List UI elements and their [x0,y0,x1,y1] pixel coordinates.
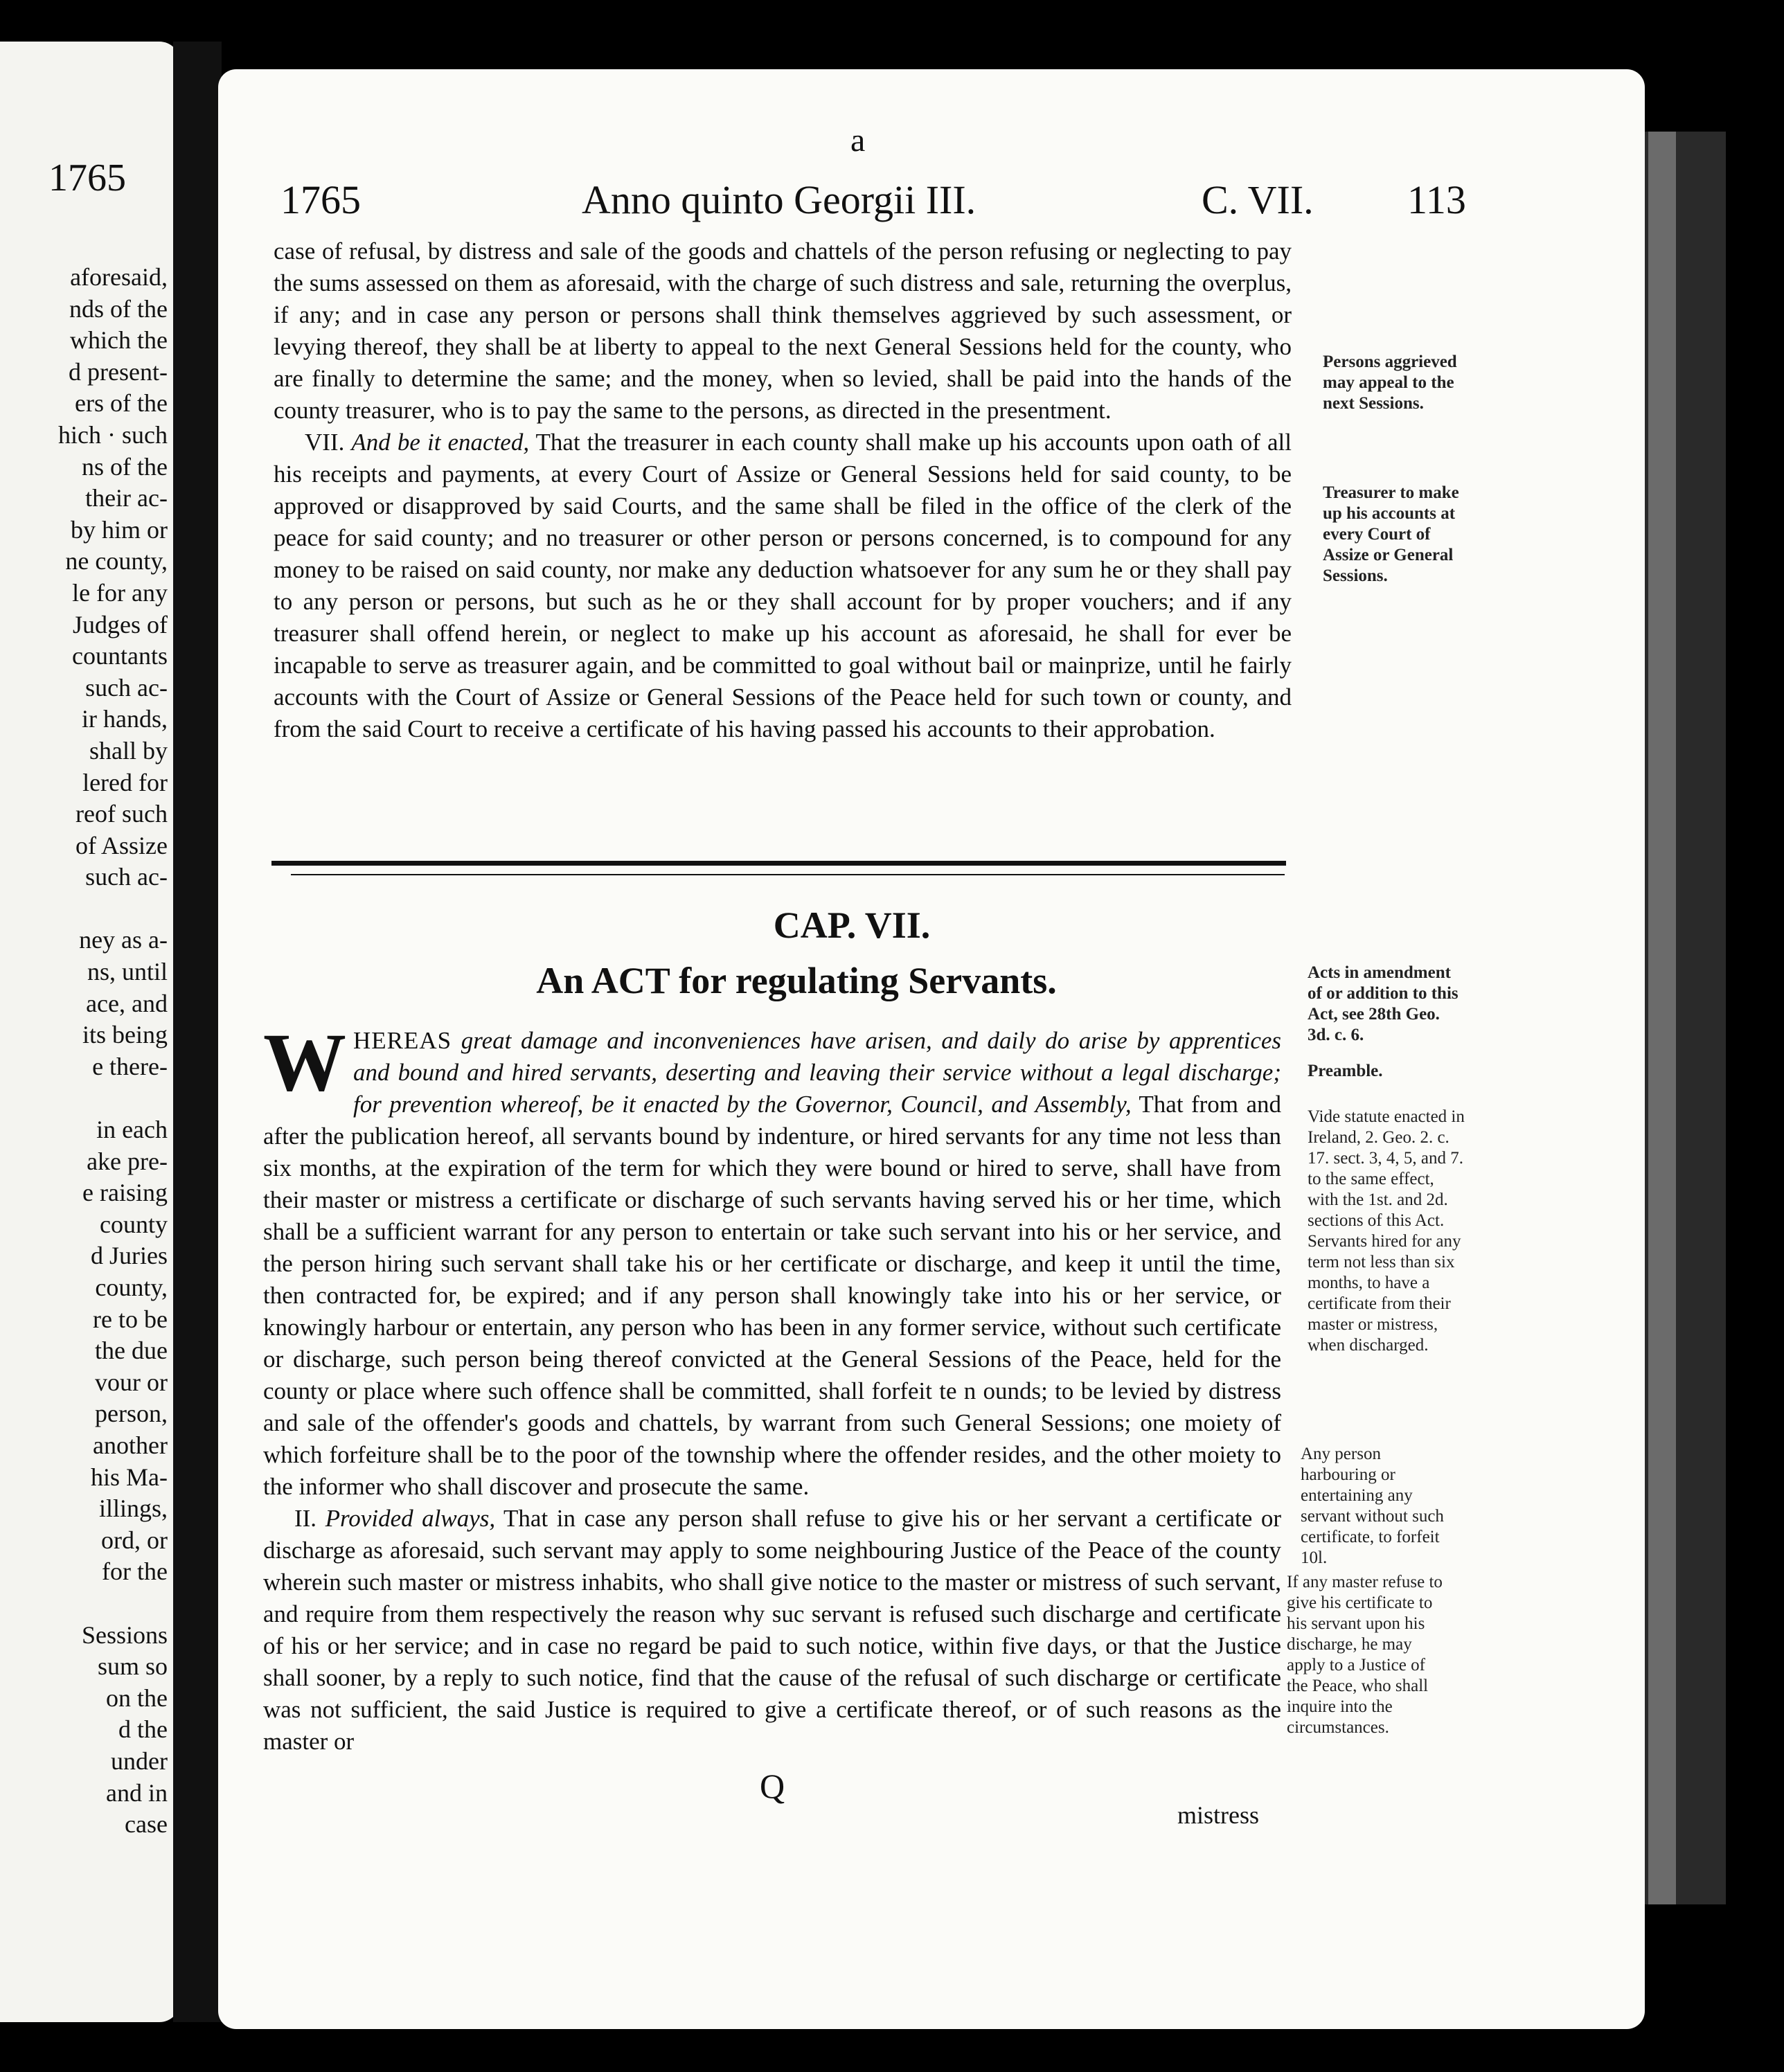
left-page-line [58,1588,168,1620]
left-page-line: e raising [82,1179,168,1207]
left-page-line: d the [118,1715,168,1744]
left-page-line: on the [106,1684,168,1712]
cap-heading: CAP. VII. [773,904,931,946]
act-title: An ACT for regulating Servants. [536,960,1057,1001]
left-page-line: Sessions [81,1620,168,1649]
left-page-year: 1765 [48,157,126,199]
left-page-line: county [100,1210,168,1238]
left-page-line: illings, [98,1494,168,1523]
section-rule-thin [291,874,1285,875]
left-page-line: lered for [82,768,168,796]
page-number: 113 [1407,177,1466,222]
top-text-block [274,235,1292,745]
left-page-line: ake pre- [87,1147,168,1175]
left-page-line: sum so [97,1652,168,1681]
left-page-line: ne county, [65,547,168,575]
left-page-line: for the [102,1557,168,1586]
left-page-line [58,893,168,925]
left-page-text [58,262,168,1841]
left-page-line: under [111,1747,168,1775]
left-page-line: ns of the [82,452,168,481]
left-page-line: such ac- [85,673,168,702]
left-page-line: d present- [69,357,168,386]
left-page-line: hich · such [58,420,168,449]
facing-page-left [0,42,180,2022]
left-page-line: d Juries [91,1242,168,1270]
left-page-line: their ac- [85,484,168,512]
left-page-line: countants [72,642,168,670]
act-body [263,1016,1282,1758]
paragraph-section-2 [263,1503,1281,1758]
section-number: VII. [305,429,345,456]
header-year: 1765 [280,177,361,222]
section-text: That the treasurer in each county shall make up his accounts upon oath of all his receipts and payments, at every Court of Assize or General Sessions held for said county, to be approved or disapproved by said Courts, and the same shall be filed in the office of the clerk of the peace for said county; and no treasurer or other person or persons concerned, is to compound for any money to be raised on said county, nor make any deduction whatsoever for any sum he or they shall pay to any person or persons, but such as he or they shall account for by proper vouchers; and if any treasurer shall offend herein, or neglect to make up his account as aforesaid, he shall for ever be incapable to serve as treasurer again, and be committed to goal without bail or mainprize, until he fairly accounts with the Court of Assize or General Sessions of the Peace held for such town or county, and from the said Court to receive a certificate of his having passed his accounts to their approbation. [274,429,1292,742]
margin-note-preamble: Preamble. [1308,1062,1383,1080]
margin-note-refusal: If any master refuse to give his certificate to his servant upon his discharge, he may apply to a Justice of the Peace, who shall inquire into the circumstances. [1287,1573,1443,1737]
left-page-line: by him or [71,515,168,544]
left-page-line: ord, or [101,1526,168,1554]
section-number: II. [294,1505,317,1532]
page-edges-highlight [1648,132,1676,1904]
chapter-label: C. VII. [1202,177,1314,222]
margin-note-treasurer: Treasurer to make up his accounts at every Court of Assize or General Sessions. [1323,483,1459,585]
margin-note-appeal: Persons aggrieved may appeal to the next Sessions. [1323,352,1457,413]
paragraph-continuation: case of refusal, by distress and sale of the goods and chattels of the person refusing or neglecting to pay the sums assessed on them as aforesaid, with the charge of such distress and sale, returning the overplus, if any; and in case any person or persons shall think themselves aggrieved by such assessment, or levying thereof, they shall be at liberty to appeal to the next General Sessions held for the county, who are finally to determine the same; and the money, when so levied, shall be paid into the hands of the county treasurer, who is to pay the same to the persons, as directed in the presentment. [274,238,1292,424]
left-page-line [58,1082,168,1114]
left-page-line: reof such [75,800,168,828]
margin-note-harbouring: Any person harbouring or entertaining any servant without such certificate, to forfeit 10l. [1301,1445,1444,1567]
left-page-line: in each [96,1116,168,1144]
left-page-line: Judges of [73,610,168,638]
left-page-line: case [125,1810,168,1839]
left-page-line: its being [82,1021,168,1049]
left-page-line: which the [70,326,168,355]
left-page-line: re to be [93,1305,168,1333]
proviso-clause: Provided always, [325,1505,496,1532]
section-rule [271,861,1286,866]
preamble-text: That from and after the publication hereof, all servants bound by indenture, or hired servants for any time not less than six months, at the expiration of the term for which they were bound or hired to serve, shall have from their master or mistress a certificate or discharge of such servants having served his or her time, which shall be a sufficient warrant for any person to entertain or take such servant into his or her service, and the person hiring such servant shall take his or her certificate or discharge, and keep it until the time, then contracted for, be expired; and if any person shall knowingly take into his or her service, or knowingly harbour or entertain, any person who has been in any former service, without such certificate or discharge, such person being thereof convicted at the General Sessions of the Peace, held for the county or place where such offence shall be committed, shall forfeit te n ounds; to be levied by distress and sale of the offender's goods and chattels, by warrant from such General Sessions; one moiety of which forfeiture shall be to the poor of the township where the offender resides, and the other moiety to the informer who shall discover and prosecute the same. [263,1091,1281,1500]
left-page-line: the due [95,1337,168,1365]
catchword: mistress [1177,1801,1260,1829]
left-page-line: of Assize [75,831,168,859]
left-page-line: e there- [92,1052,168,1080]
margin-note-vide-statute: Vide statute enacted in Ireland, 2. Geo. 2. c. 17. sect. 3, 4, 5, and 7. to the same effect, with the 1st. and 2d. sections of this Act. Servants hired for any term not less than six months, to have a certificate from their master or mistress, when discharged. [1308,1107,1465,1355]
drop-capital: W [263,1016,346,1108]
left-page-line: such ac- [85,863,168,891]
signature-mark: Q [760,1767,785,1805]
paragraph-section-7 [274,427,1292,745]
left-page-line: ns, until [87,958,168,986]
enacting-clause: And be it enacted, [351,429,530,456]
preamble-paragraph [263,1016,1282,1503]
preamble-smallcaps: HEREAS [353,1027,452,1054]
page-mark: a [850,122,866,159]
left-page-line: nds of the [69,294,168,323]
left-page-line: and in [106,1778,168,1807]
left-page-line: ace, and [86,989,168,1017]
section-text: That in case any person shall refuse to give his or her servant a certificate or discharge as aforesaid, such servant may apply to some neighbouring Justice of the Peace of the county wherein such master or mistress inhabits, who shall give notice to the master or mistress of such servant, and require from them respectively the reason why suc servant is refused such discharge and certificate of his or her service; and in case no regard be paid to such notice, within five days, or that the Justice shall sooner, by a reply to such notice, find that the cause of the refusal of such discharge or certificate was not sufficient, the said Justice is required to give a certificate thereof, or of such reasons as the master or [263,1505,1282,1755]
left-page-line: shall by [89,736,168,765]
margin-note-amendment: Acts in amendment of or addition to this Act, see 28th Geo. 3d. c. 6. [1308,963,1459,1044]
left-page-line: le for any [72,578,168,607]
left-page-line: his Ma- [91,1463,168,1491]
left-page-line: ir hands, [82,705,168,733]
left-page-line: vour or [95,1368,168,1396]
book-gutter [173,42,222,2022]
running-title: Anno quinto Georgii III. [582,177,976,222]
left-page-line: aforesaid, [70,263,168,291]
left-page-line: county, [95,1274,168,1301]
left-page-line: another [93,1431,168,1459]
preamble-italic: great damage and inconveniences have arisen, and daily do arise by apprentices and bound and hired servants, deserting and leaving their service without a legal discharge; for prevention whereof, be it enacted by the Governor, Council, and Assembly, [353,1027,1282,1118]
left-page-line: ers of the [75,389,168,418]
left-page-line: person, [95,1400,168,1428]
left-page-line: ney as a- [79,926,168,954]
